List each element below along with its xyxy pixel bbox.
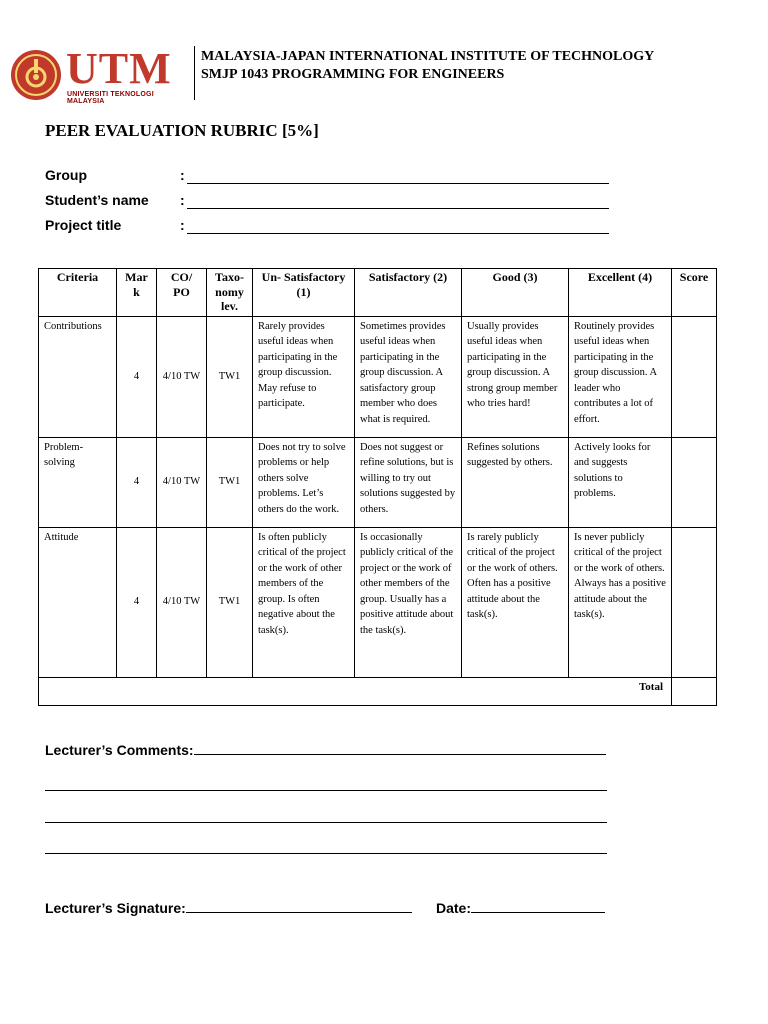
score-cell[interactable] [672,316,717,437]
total-row [39,677,717,705]
field-label: Group [45,167,87,183]
score-cell[interactable] [672,527,717,677]
page-title: PEER EVALUATION RUBRIC [5%] [45,121,319,140]
header-satisfactory: Satisfactory (2) [355,269,462,317]
comments-label: Lecturer’s Comments: [45,742,194,758]
mark-cell: 4 [117,316,157,437]
criteria-cell: Attitude [39,527,117,677]
unsatisfactory-cell: Is often publicly critical of the project or the work of other members of the group. Is often negative about the task(s). [253,527,355,677]
group-field[interactable] [45,167,615,187]
header-excellent: Excellent (4) [569,269,672,317]
institute-heading [201,48,654,84]
header-copo: CO/ PO [157,269,207,317]
table-row [39,316,717,437]
copo-cell: 4/10 TW [157,316,207,437]
copo-cell: 4/10 TW [157,527,207,677]
field-colon: : [180,192,185,208]
table-row [39,527,717,677]
total-label: Total [39,677,672,705]
good-cell: Is rarely publicly critical of the project or the work of others. Often has a positive attitude about the task(s). [462,527,569,677]
criteria-cell: Contributions [39,316,117,437]
project-title-field[interactable] [45,217,615,237]
comment-line[interactable] [45,790,607,791]
field-underline [187,233,609,234]
header-taxonomy: Taxo- nomy lev. [207,269,253,317]
field-colon: : [180,167,185,183]
taxonomy-cell: TW1 [207,527,253,677]
header-unsatisfactory: Un- Satisfactory (1) [253,269,355,317]
field-underline [187,208,609,209]
signature-label: Lecturer’s Signature: [45,900,186,916]
logo-subtext: UNIVERSITI TEKNOLOGI MALAYSIA [67,91,154,105]
comments-underline [194,742,606,755]
lecturer-comments-field[interactable] [45,742,607,758]
logo-wordmark: UTM [66,44,172,93]
mark-cell: 4 [117,527,157,677]
institute-name: MALAYSIA-JAPAN INTERNATIONAL INSTITUTE OF TECHNOLOGY [201,49,655,64]
mark-cell: 4 [117,437,157,527]
good-cell: Usually provides useful ideas when participating in the group discussion. A strong group member who tries hard! [462,316,569,437]
total-score-cell[interactable] [672,677,717,705]
rubric-table [38,268,717,706]
taxonomy-cell: TW1 [207,316,253,437]
course-name: SMJP 1043 PROGRAMMING FOR ENGINEERS [201,67,505,82]
table-row [39,437,717,527]
satisfactory-cell: Sometimes provides useful ideas when participating in the group discussion. A satisfactory group member who does what is required. [355,316,462,437]
date-label: Date: [436,900,472,916]
lecturer-signature-field[interactable] [45,900,412,916]
excellent-cell: Actively looks for and suggests solutions to problems. [569,437,672,527]
score-cell[interactable] [672,437,717,527]
taxonomy-cell: TW1 [207,437,253,527]
date-underline [471,900,605,913]
field-underline [187,183,609,184]
header-divider [194,46,195,100]
utm-logo [10,45,190,103]
comment-line[interactable] [45,822,607,823]
header-good: Good (3) [462,269,569,317]
satisfactory-cell: Does not suggest or refine solutions, but is willing to try out solutions suggested by others. [355,437,462,527]
utm-crest-icon [10,47,62,103]
copo-cell: 4/10 TW [157,437,207,527]
field-label: Project title [45,217,122,233]
signature-underline [186,900,412,913]
header-mark: Mar k [117,269,157,317]
field-colon: : [180,217,185,233]
satisfactory-cell: Is occasionally publicly critical of the project or the work of other members of the group. Usually has a positive attitude about the task(s). [355,527,462,677]
unsatisfactory-cell: Does not try to solve problems or help others solve problems. Let’s others do the work. [253,437,355,527]
field-label: Student’s name [45,192,149,208]
date-field[interactable] [436,900,605,916]
document-header [0,0,768,110]
student-name-field[interactable] [45,192,615,212]
header-criteria: Criteria [39,269,117,317]
good-cell: Refines solutions suggested by others. [462,437,569,527]
excellent-cell: Routinely provides useful ideas when participating in the group discussion. A leader who contributes a lot of effort. [569,316,672,437]
comment-line[interactable] [45,853,607,854]
unsatisfactory-cell: Rarely provides useful ideas when participating in the group discussion. May refuse to participate. [253,316,355,437]
criteria-cell: Problem-solving [39,437,117,527]
header-score: Score [672,269,717,317]
excellent-cell: Is never publicly critical of the project or the work of others. Always has a positive attitude about the task(s). [569,527,672,677]
table-header-row [39,269,717,317]
